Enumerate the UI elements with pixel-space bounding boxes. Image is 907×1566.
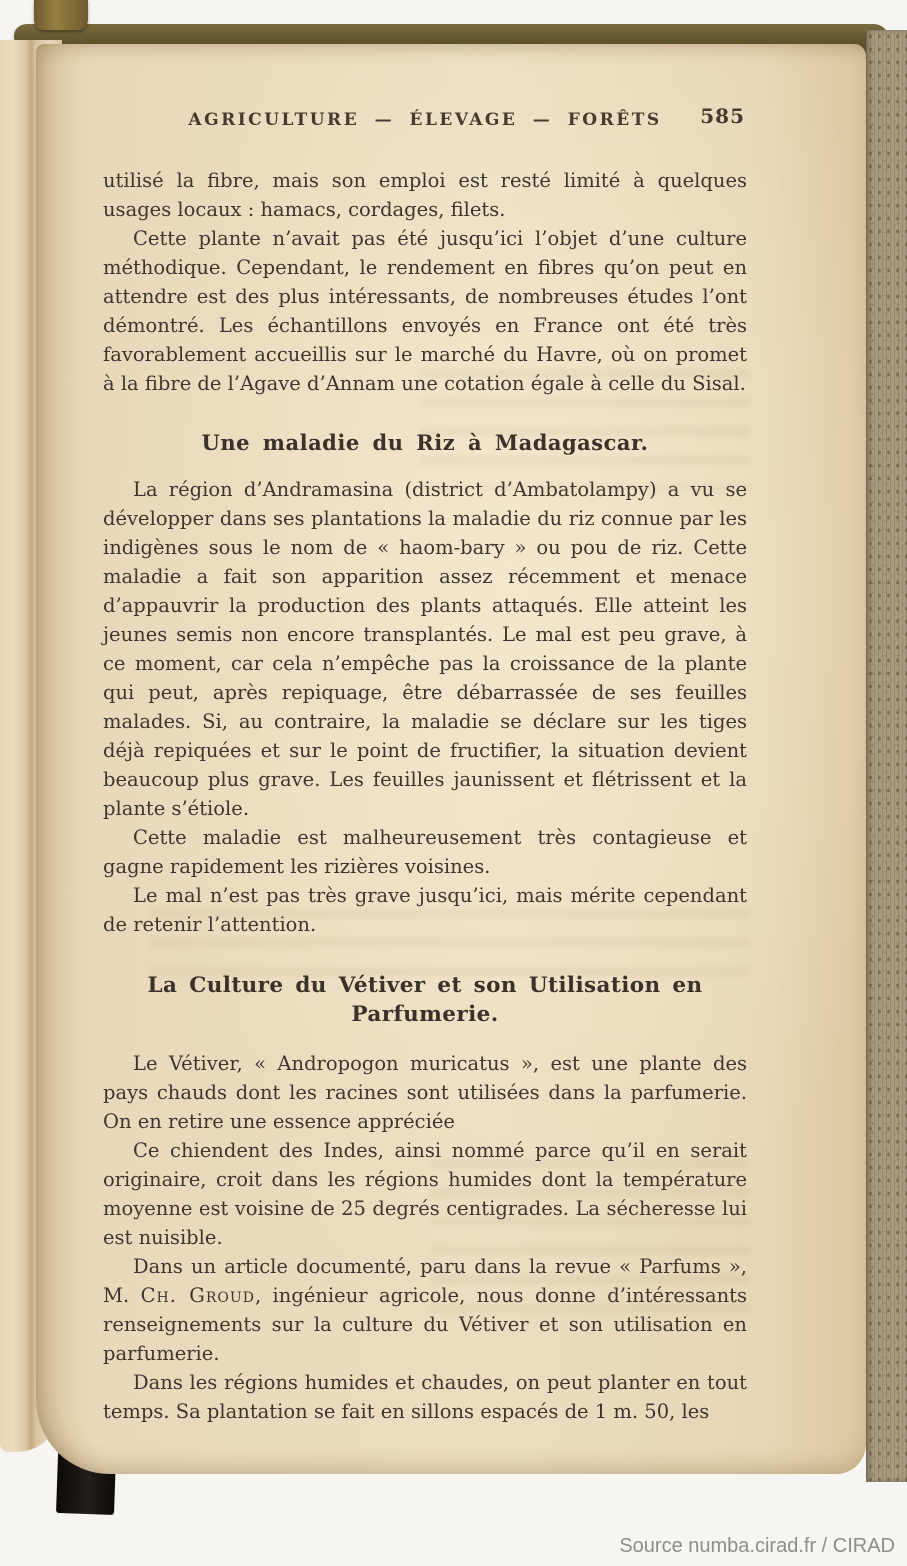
body-paragraph: Dans un article documenté, paru dans la revue « Parfums », M. Ch. Groud, ingénieur agricole, nous donne d’intéressants renseignements sur la culture du Vétiver et son utilisation en parfumerie. — [103, 1255, 747, 1365]
body-paragraph: Dans les régions humides et chaudes, on peut planter en tout temps. Sa plantation se fait en sillons espacés de 1 m. 50, les — [103, 1371, 747, 1423]
source-watermark: Source numba.cirad.fr / CIRAD — [619, 1535, 895, 1557]
section-heading: Une maladie du Riz à Madagascar. — [201, 430, 649, 455]
running-title: AGRICULTURE — ÉLEVAGE — FORÊTS — [188, 110, 662, 130]
body-paragraph: Le mal n’est pas très grave jusqu’ici, mais mérite cependant de retenir l’attention. — [103, 884, 747, 936]
person-name: Ch. Groud — [140, 1284, 255, 1307]
body-paragraph: Le Vétiver, « Andropogon muricatus », est une plante des pays chauds dont les racines sont utilisées dans la parfumerie. On en retire une essence appréciée — [103, 1052, 747, 1133]
body-paragraph: Cette maladie est malheureusement très contagieuse et gagne rapidement les rizières voisines. — [103, 826, 747, 878]
body-paragraph: Cette plante n’avait pas été jusqu’ici l’objet d’une culture méthodique. Cependant, le rendement en fibres qu’on peut en attendre est des plus intéressants, de nombreuses études l’ont démontré. Les échantillons envoyés en France ont été très favorablement accueillis sur le marché du Havre, où on promet à la fibre de l’Agave d’Annam une cotation égale à celle du Sisal. — [103, 227, 747, 395]
page-number: 585 — [700, 104, 745, 128]
body-paragraph: Ce chiendent des Indes, ainsi nommé parce qu’il en serait originaire, croit dans les régions humides dont la température moyenne est voisine de 25 degrés centigrades. La sécheresse lui est nuisible. — [103, 1139, 747, 1249]
printed-text-block — [103, 104, 747, 1426]
page-body — [103, 166, 747, 1426]
running-header — [103, 104, 747, 134]
book-spine-clasp — [34, 0, 88, 30]
book-fore-edge — [866, 30, 907, 1482]
body-paragraph: utilisé la fibre, mais son emploi est resté limité à quelques usages locaux : hamacs, cordages, filets. — [103, 169, 747, 221]
body-paragraph: La région d’Andramasina (district d’Ambatolampy) a vu se développer dans ses plantations la maladie du riz connue par les indigènes sous le nom de « haom-bary » ou pou de riz. Cette maladie a fait son apparition assez récemment et menace d’appauvrir la production des plants attaqués. Elle atteint les jeunes semis non encore transplantés. Le mal est peu grave, à ce moment, car cela n’empêche pas la croissance de la plante qui peut, après repiquage, être débarrassée de ses feuilles malades. Si, au contraire, la maladie se déclare sur les tiges déjà repiquées et sur le point de fructifier, la situation devient beaucoup plus grave. Les feuilles jaunissent et flétrissent et la plante s’étiole. — [103, 478, 747, 820]
section-heading: La Culture du Vétiver et son Utilisation en Parfumerie. — [147, 973, 703, 1027]
